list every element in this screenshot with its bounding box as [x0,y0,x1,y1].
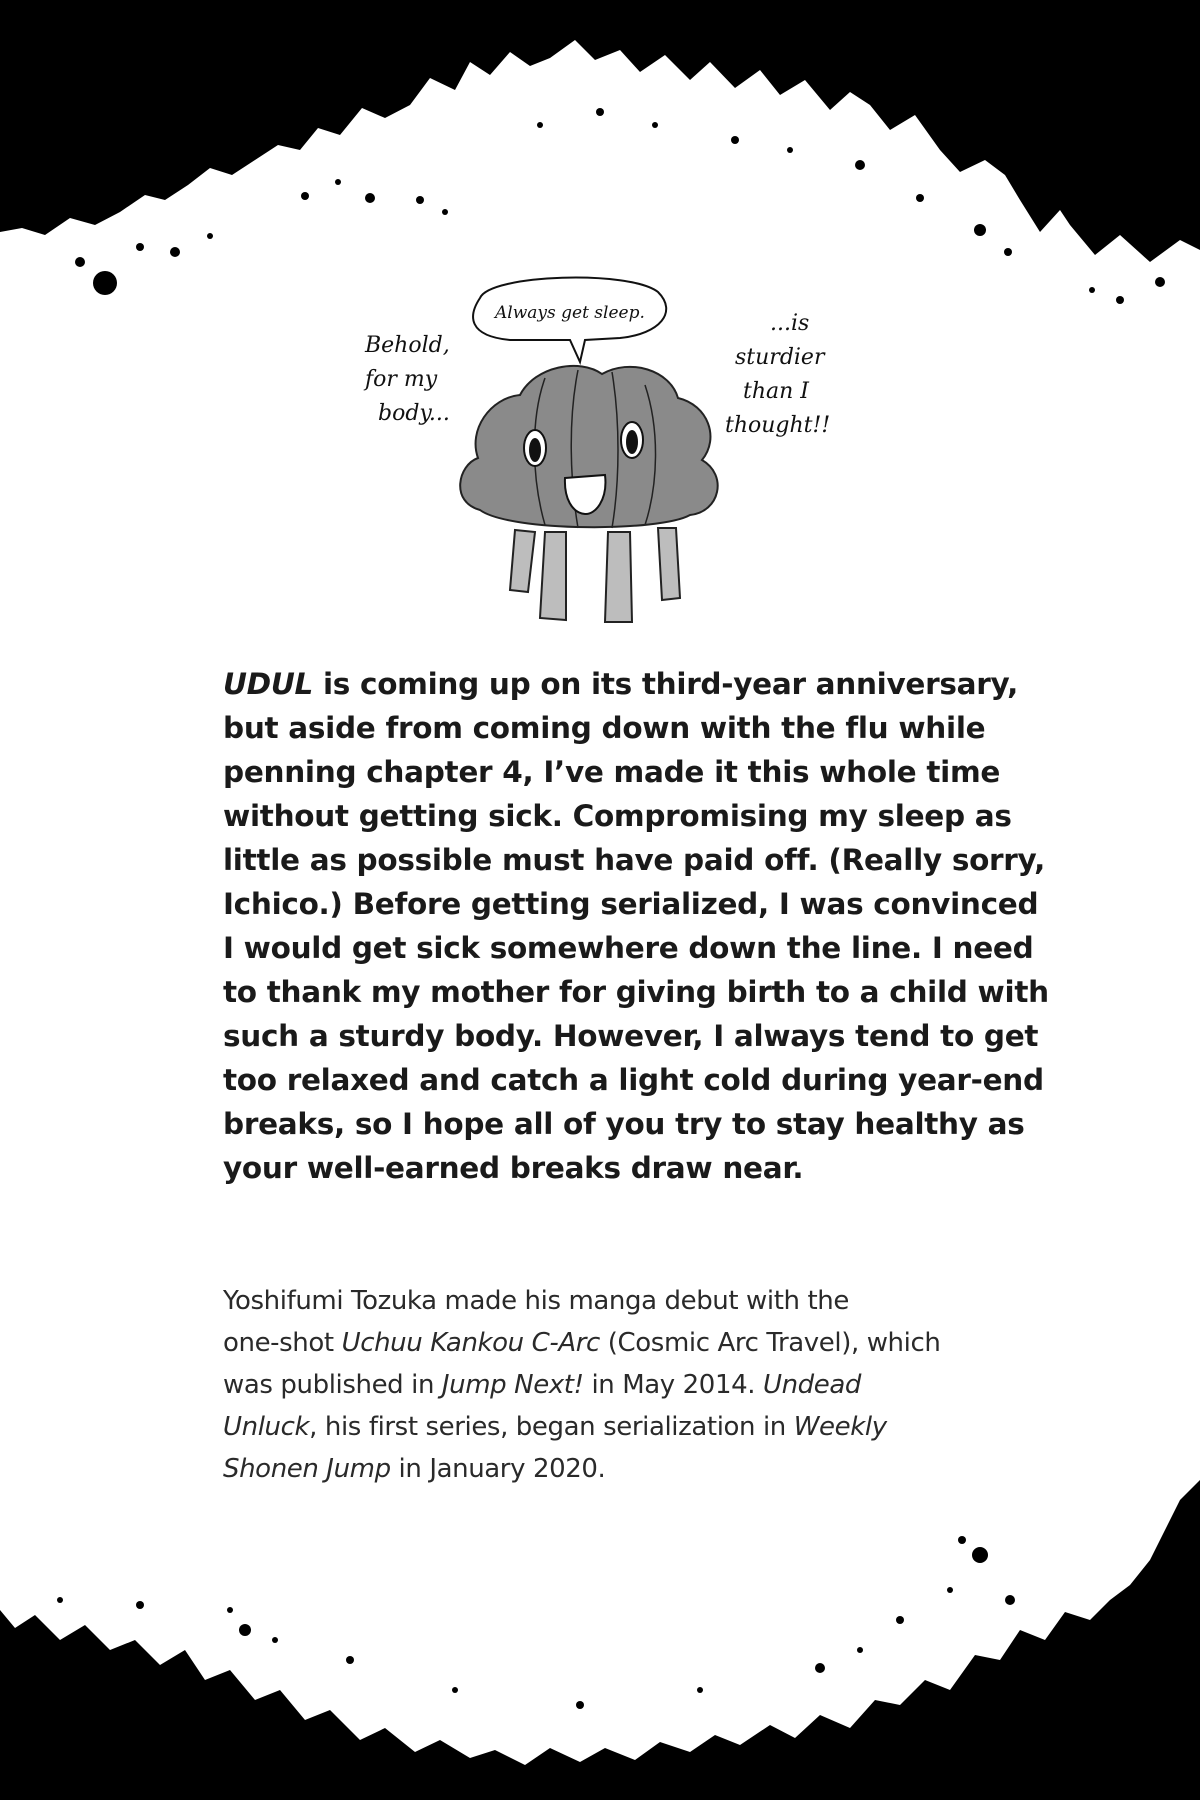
bottom-ink-drop [972,1547,988,1563]
bottom-ink-drop [697,1687,703,1693]
bottom-ink-drop [958,1536,966,1544]
top-ink-drop [170,247,180,257]
text-line [223,1014,1039,1058]
text-segment: was published in [223,1370,442,1400]
text-line [223,1406,1023,1448]
italic-title: Shonen Jump [223,1454,391,1484]
top-ink-drop [1089,287,1095,293]
text-segment: in May 2014. [583,1370,763,1400]
text-segment: in January 2020. [390,1454,606,1484]
text-segment: little as possible must have paid off. (Really sorry, [223,843,1046,877]
top-ink-drop [1155,277,1165,287]
top-ink-drop [1116,296,1124,304]
jellyfish-character-illustration [340,270,880,640]
right-caption-line: sturdier [735,345,825,370]
text-segment: I would get sick somewhere down the line. I need [223,931,1034,965]
top-ink-drop [974,224,986,236]
character-legs [510,528,680,622]
bottom-ink-drop [346,1656,354,1664]
text-segment: your well-earned breaks draw near. [223,1151,804,1185]
top-ink-drop [207,233,213,239]
character-body [460,366,717,528]
text-line [223,1322,1023,1364]
text-segment: such a sturdy body. However, I always tend to get [223,1019,1039,1053]
author-message [223,662,1049,1190]
right-caption [725,311,831,438]
text-line [223,882,1039,926]
left-caption-line: for my [365,367,438,392]
top-ink-drop [652,122,658,128]
top-ink-splatter [0,0,1200,262]
text-line [223,1448,1023,1490]
top-ink-drop [301,192,309,200]
left-caption-line: body... [378,401,450,426]
right-caption-line: thought!! [725,413,831,438]
text-segment: penning chapter 4, I’ve made it this whole time [223,755,1001,789]
top-ink-drop [731,136,739,144]
top-ink-drop [335,179,341,185]
bottom-ink-drop [227,1607,233,1613]
top-ink-drop [855,160,865,170]
bottom-ink-drop [239,1624,251,1636]
text-line [223,1364,1023,1406]
italic-title: Jump Next! [441,1370,584,1400]
text-line [223,926,1034,970]
text-segment: Yoshifumi Tozuka made his manga debut with the [223,1286,849,1316]
text-line [223,1146,1023,1190]
text-line [223,1280,1023,1322]
text-segment: but aside from coming down with the flu while [223,711,986,745]
text-segment: is coming up on its third-year anniversary, [313,667,1019,701]
text-segment: one-shot [223,1328,342,1358]
text-segment: Ichico.) Before getting serialized, I was convinced [223,887,1039,921]
top-ink-drop [442,209,448,215]
top-ink-drop [537,122,543,128]
italic-title: Undead [762,1370,862,1400]
text-line [223,662,1023,706]
speech-bubble-text: Always get sleep. [495,303,645,323]
bottom-ink-drop [272,1637,278,1643]
italic-title: Uchuu Kankou C-Arc [341,1328,600,1358]
left-caption [363,333,457,426]
italic-title: Weekly [793,1412,887,1442]
bottom-ink-drop [57,1597,63,1603]
bottom-ink-drop [136,1601,144,1609]
speech-bubble [473,278,666,362]
text-segment: , his first series, began serialization in [309,1412,794,1442]
top-ink-drop [916,194,924,202]
text-line [223,838,1046,882]
top-ink-drop [596,108,604,116]
text-line [223,794,1023,838]
text-segment: too relaxed and catch a light cold during year-end [223,1063,1044,1097]
bottom-ink-drop [576,1701,584,1709]
top-ink-drop [1004,248,1012,256]
text-segment: without getting sick. Compromising my sleep as [223,799,1012,833]
right-caption-line: than I [743,379,809,404]
bottom-ink-drop [896,1616,904,1624]
bottom-ink-splatter [0,1480,1200,1800]
text-line [223,1058,1044,1102]
top-ink-drop [93,271,117,295]
text-line [223,750,1023,794]
top-ink-drop [416,196,424,204]
text-segment: breaks, so I hope all of you try to stay healthy as [223,1107,1025,1141]
text-segment: (Cosmic Arc Travel), which [599,1328,941,1358]
left-caption-line: Behold, [365,333,450,358]
bottom-ink-drop [947,1587,953,1593]
italic-title: Unluck [223,1412,310,1442]
top-ink-drop [75,257,85,267]
text-line [223,970,1049,1014]
bottom-ink-drop [857,1647,863,1653]
text-line [223,706,1023,750]
top-ink-drop [787,147,793,153]
bottom-ink-drop [1005,1595,1015,1605]
text-line [223,1102,1023,1146]
top-ink-drop [136,243,144,251]
bottom-ink-drop [815,1663,825,1673]
italic-title: UDUL [223,667,313,701]
right-caption-line: ...is [770,311,810,336]
author-bio [223,1280,1023,1490]
top-ink-drop [365,193,375,203]
bottom-ink-drop [452,1687,458,1693]
text-segment: to thank my mother for giving birth to a child with [223,975,1049,1009]
